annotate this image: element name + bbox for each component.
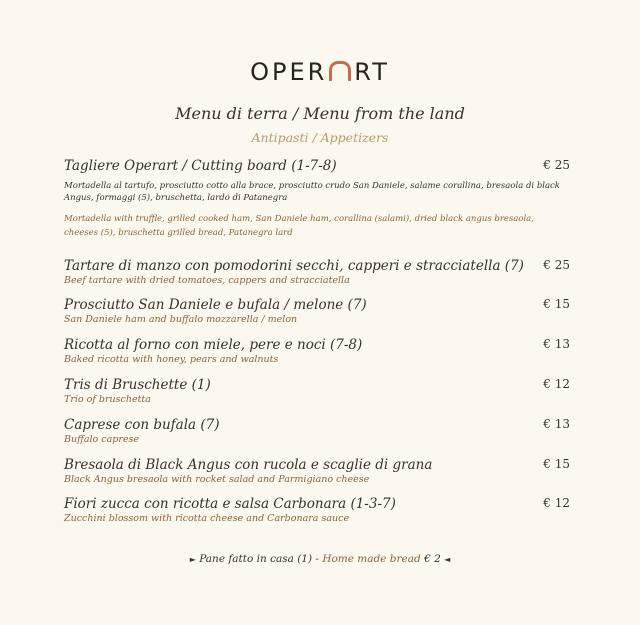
item-price: € 13 [543,337,570,351]
item-description-en: Beef tartare with dried tomatoes, cappers and stracciatella [64,275,350,286]
item-name: Ricotta al forno con miele, pere e noci (7-8) [64,337,363,353]
item-name: Tartare di manzo con pomodorini secchi, capperi e stracciatella (7) [64,258,524,274]
item-description-en: Zucchini blossom with ricotta cheese and Carbonara sauce [64,513,350,524]
menu-item-tartare [64,258,570,286]
item-name: Caprese con bufala (7) [64,417,220,433]
item-description-en: San Daniele ham and buffalo mozzarella / melon [64,314,298,325]
bread-note-price: € 2 [420,553,441,565]
item-name: Prosciutto San Daniele e bufala / melone (7) [64,297,367,313]
logo-arch-icon [329,61,351,81]
item-price: € 12 [543,496,570,510]
item-description-en: Buffalo caprese [64,434,139,445]
bread-note-en: Home made bread [322,553,421,565]
menu-subtitle: Antipasti / Appetizers [251,130,389,145]
item-description-en: Black Angus bresaola with rocket salad and Parmigiano cheese [64,474,370,485]
item-price: € 15 [543,297,570,311]
item-price: € 15 [543,457,570,471]
item-price: € 13 [543,417,570,431]
triangle-right-icon: ► [189,555,196,564]
menu-item-bresaola [64,457,570,485]
item-description-en: Mortadella with truffle, grilled cooked ham, San Daniele ham, corallina (salami), dried black angus bresaola, cheeses (5), bruschetta grilled bread, Patanegra lard [64,214,534,238]
menu-item-fiori-zucca [64,496,570,524]
item-description-en: Baked ricotta with honey, pears and walnuts [64,354,279,365]
bread-note-it: Pane fatto in casa (1) [199,553,313,565]
logo-text-right: RT [354,58,390,86]
item-price: € 25 [543,258,570,272]
item-name: Tagliere Operart / Cutting board (1-7-8) [64,158,337,174]
menu-item-caprese [64,417,570,445]
item-name: Bresaola di Black Angus con rucola e scaglie di grana [64,457,433,473]
bread-note-separator: - [312,553,323,565]
menu-item-ricotta [64,337,570,365]
item-description-en: Trio of bruschetta [64,394,151,405]
menu-item-tagliere [64,158,570,240]
operart-logo [0,58,640,86]
menu-item-bruschette [64,377,570,405]
triangle-left-icon: ◄ [444,555,451,564]
menu-title: Menu di terra / Menu from the land [175,104,465,123]
item-name: Fiori zucca con ricotta e salsa Carbonara (1-3-7) [64,496,396,512]
logo-text-left: OPER [250,58,328,86]
bread-note [0,553,640,565]
item-price: € 25 [543,158,570,172]
menu-item-prosciutto [64,297,570,325]
item-name: Tris di Bruschette (1) [64,377,211,393]
item-price: € 12 [543,377,570,391]
item-description-it: Mortadella al tartufo, prosciutto cotto alla brace, prosciutto crudo San Daniele, salame corallina, bresaola di black Angus, formaggi (5), bruschetta, lardo di Patanegra [64,181,560,203]
